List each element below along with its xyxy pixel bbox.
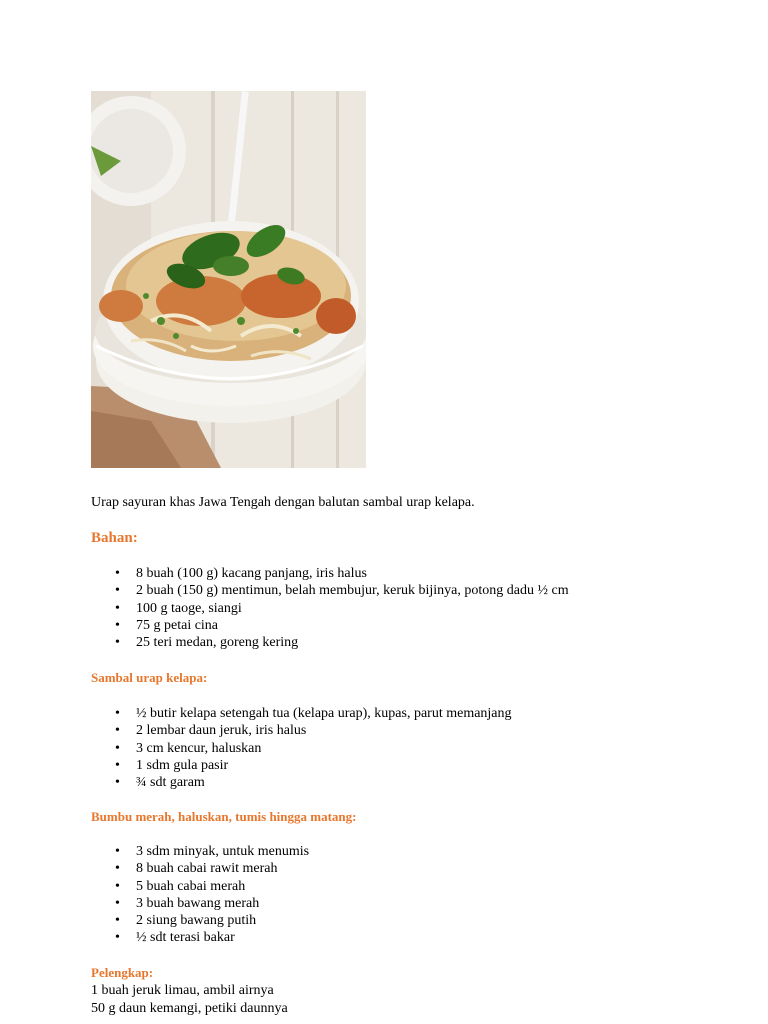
bullet-icon: • <box>115 878 120 894</box>
bullet-icon: • <box>115 844 120 859</box>
bullet-icon: • <box>115 600 120 616</box>
bullet-icon: • <box>115 583 120 599</box>
list-item: • 8 buah cabai rawit merah <box>115 861 278 877</box>
sambal-heading: Sambal urap kelapa: <box>91 670 208 685</box>
list-item: • 1 sdm gula pasir <box>115 757 229 773</box>
list-item: • 2 lembar daun jeruk, iris halus <box>115 723 307 739</box>
bullet-icon: • <box>115 635 120 651</box>
list-item: • ½ sdt terasi bakar <box>115 930 235 946</box>
bumbu-heading: Bumbu merah, haluskan, tumis hingga matang: <box>91 809 357 824</box>
list-item: • ¾ sdt garam <box>115 775 205 791</box>
bullet-icon: • <box>115 617 120 633</box>
bahan-heading: Bahan: <box>91 530 138 546</box>
list-item: • ½ butir kelapa setengah tua (kelapa urap), kupas, parut memanjang <box>115 706 512 721</box>
list-item: • 3 sdm minyak, untuk menumis <box>115 844 310 859</box>
list-item: • 25 teri medan, goreng kering <box>115 635 299 651</box>
list-item: • 75 g petai cina <box>115 617 219 633</box>
list-item: • 3 cm kencur, haluskan <box>115 740 262 756</box>
bullet-icon: • <box>115 861 120 877</box>
pelengkap-line: 50 g daun kemangi, petiki daunnya <box>91 1001 288 1016</box>
list-item: • 100 g taoge, siangi <box>115 600 242 616</box>
bullet-icon: • <box>115 566 120 581</box>
pelengkap-heading: Pelengkap: <box>91 965 154 980</box>
bullet-icon: • <box>115 723 120 739</box>
food-photo <box>91 91 366 468</box>
sambal-list <box>91 705 512 791</box>
pelengkap-line: 1 buah jeruk limau, ambil airnya <box>91 983 274 998</box>
recipe-intro: Urap sayuran khas Jawa Tengah dengan balutan sambal urap kelapa. <box>91 495 475 510</box>
bullet-icon: • <box>115 757 120 773</box>
bullet-icon: • <box>115 930 120 946</box>
bahan-list <box>91 565 569 651</box>
list-item: • 8 buah (100 g) kacang panjang, iris halus <box>115 566 367 581</box>
bullet-icon: • <box>115 706 120 721</box>
bullet-icon: • <box>115 913 120 929</box>
bumbu-list <box>91 843 309 947</box>
list-item: • 5 buah cabai merah <box>115 878 246 894</box>
bullet-icon: • <box>115 775 120 791</box>
bullet-icon: • <box>115 895 120 911</box>
list-item: • 3 buah bawang merah <box>115 895 260 911</box>
bullet-icon: • <box>115 740 120 756</box>
list-item: • 2 siung bawang putih <box>115 913 257 929</box>
urap-salad-image <box>91 91 366 468</box>
list-item: • 2 buah (150 g) mentimun, belah membujur, keruk bijinya, potong dadu ½ cm <box>115 583 569 599</box>
